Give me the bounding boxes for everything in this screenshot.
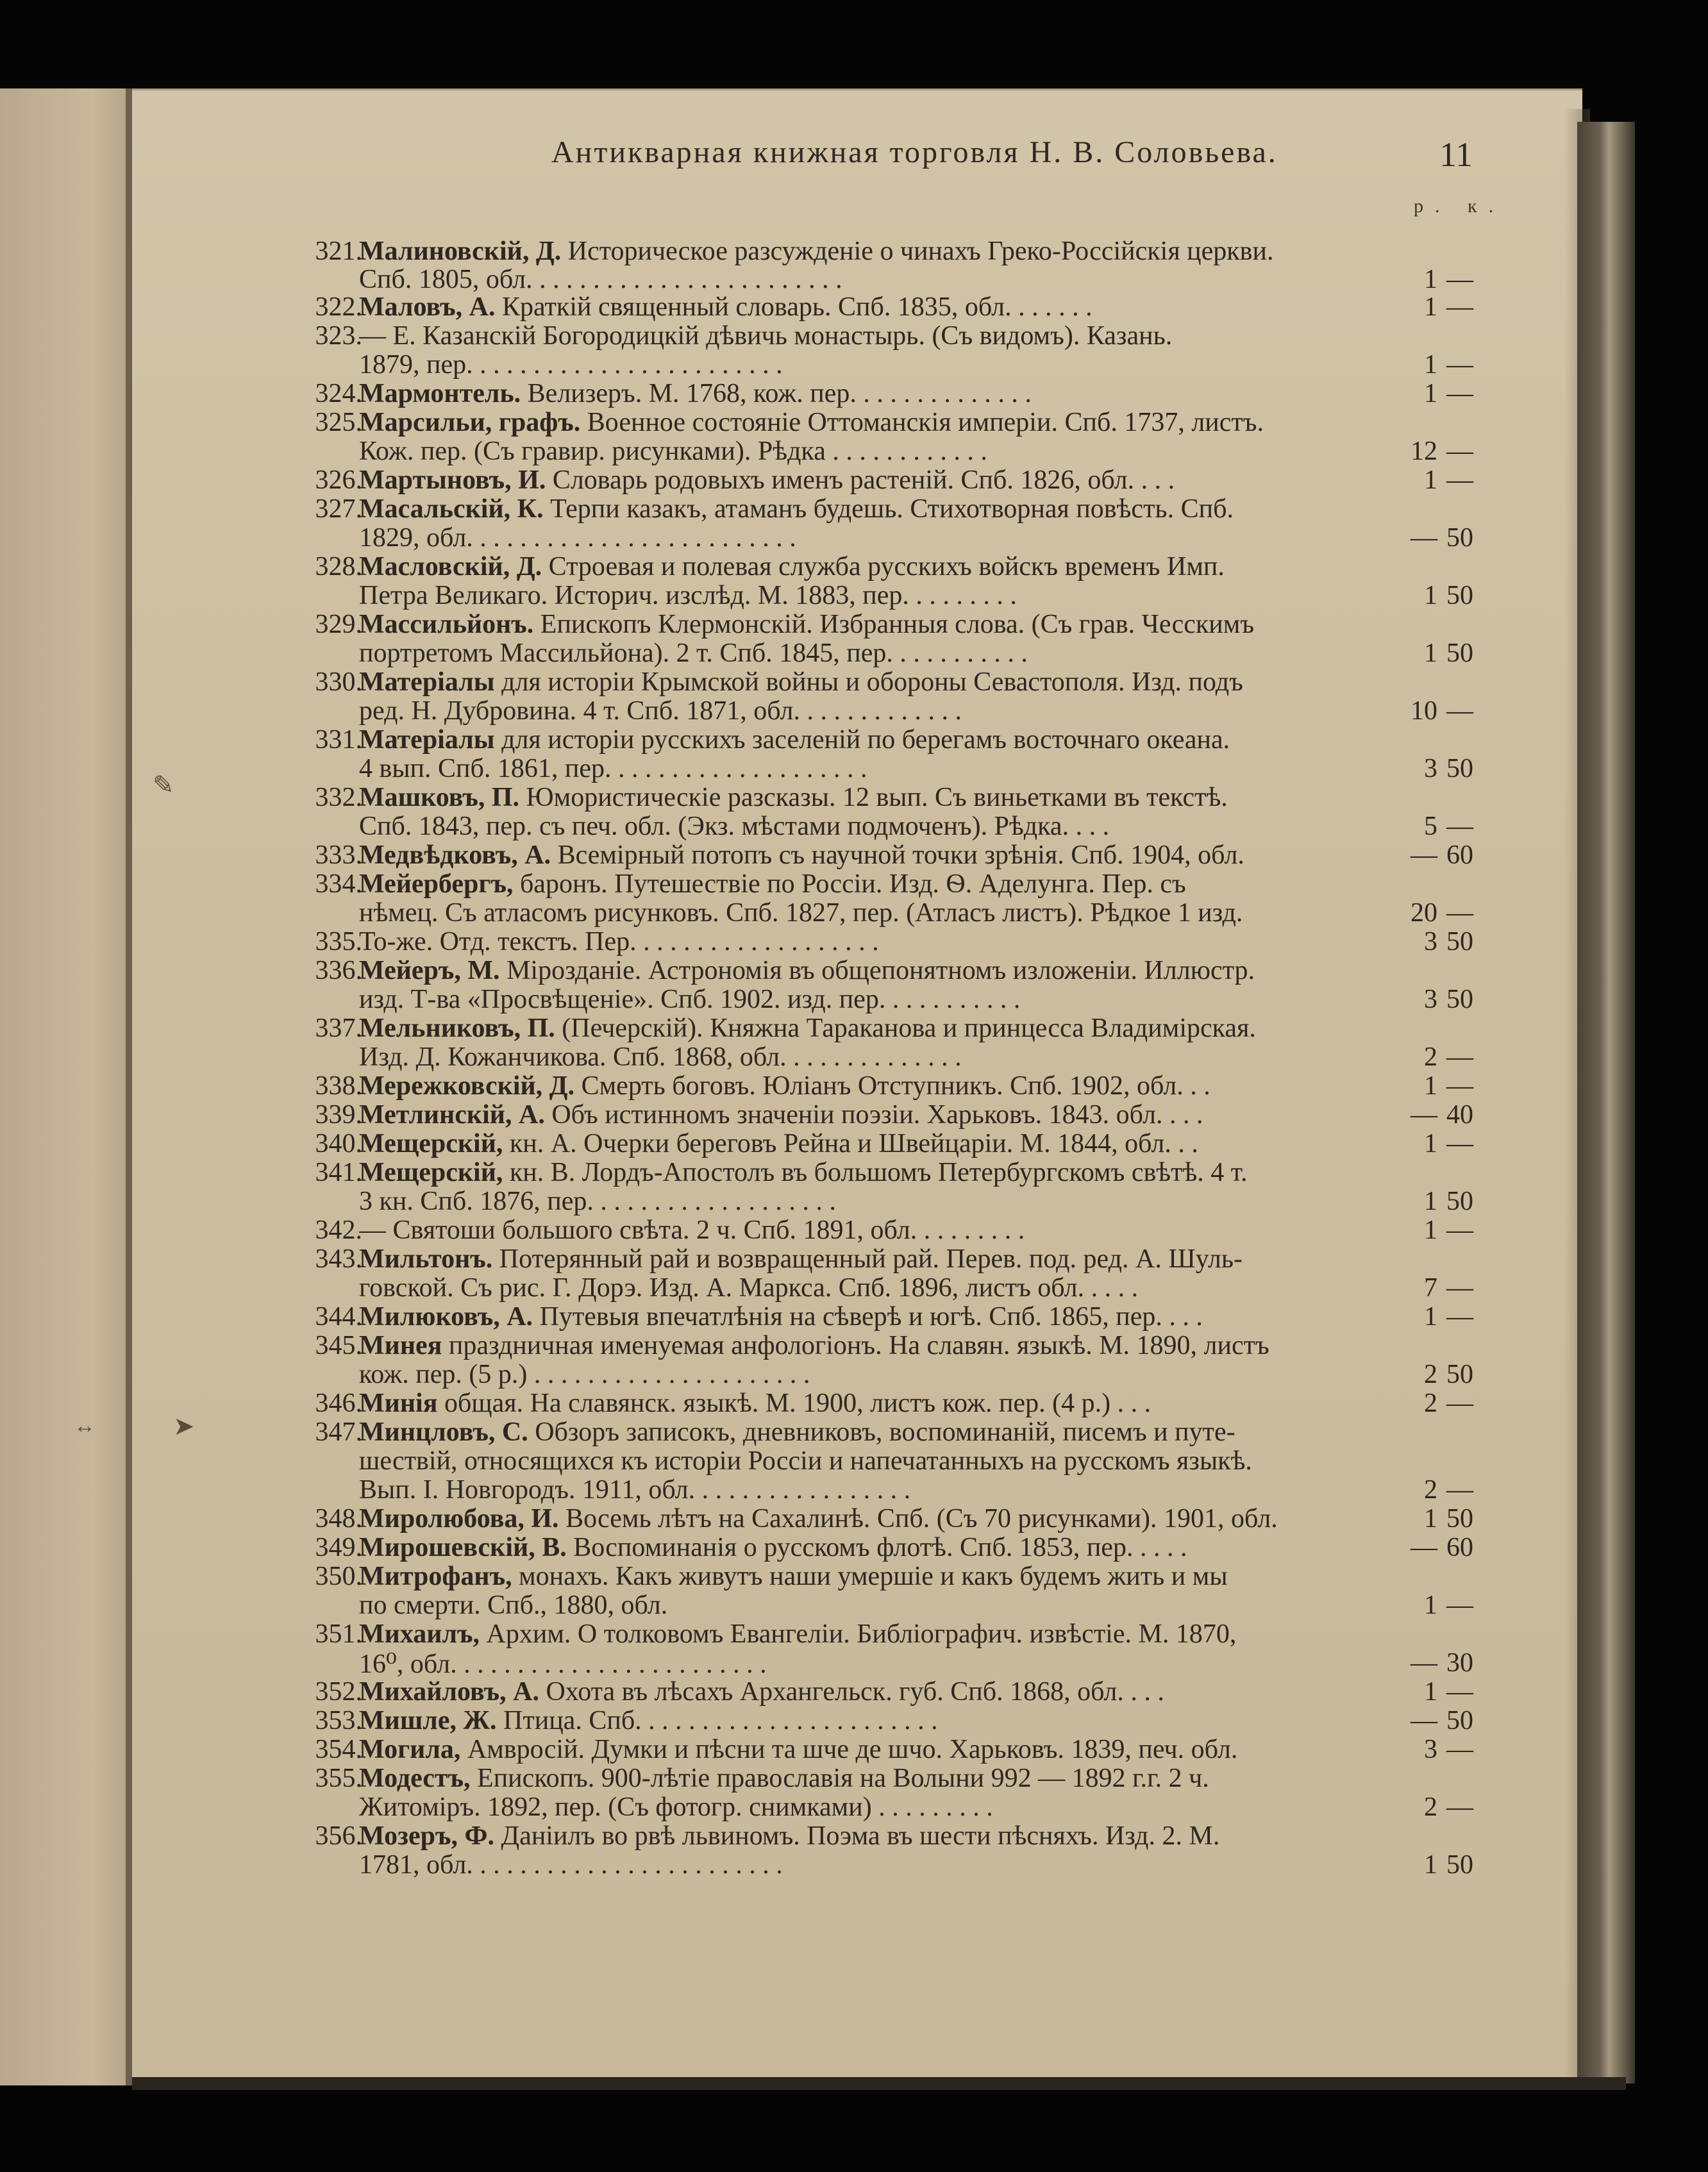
price-kopecks: — <box>1446 1591 1473 1620</box>
entry-author: Мейербергъ, <box>359 869 514 899</box>
entry-price <box>1404 1273 1494 1303</box>
entry-text-line: — Е. Казанскій Богородицкій дѣвичь монастырь. (Съ видомъ). Казань. <box>359 321 1173 351</box>
entry-number: 347. <box>315 1417 362 1447</box>
entry-number: 351. <box>315 1619 362 1649</box>
entry-price <box>1404 1128 1494 1159</box>
page-number: 11 <box>1439 135 1473 174</box>
entry-author: Масальскій, К. <box>359 494 544 524</box>
price-kopecks: — <box>1446 1273 1473 1303</box>
entry-number: 348. <box>315 1504 362 1533</box>
entry-text-line: Мейеръ, М. Мірозданіе. Астрономія въ общепонятномъ изложеніи. Иллюстр. <box>359 956 1255 985</box>
entry-number: 352. <box>315 1677 362 1707</box>
entry-author: Марсильи, графъ. <box>359 408 581 437</box>
entry-number: 341. <box>315 1158 362 1187</box>
price-rubles: — <box>1411 523 1437 553</box>
price-rubles: 1 <box>1424 1129 1437 1158</box>
entry-price <box>1404 1705 1494 1736</box>
entry-price <box>1404 349 1494 380</box>
entry-author: Могила, <box>359 1735 461 1764</box>
price-rubles: 3 <box>1424 754 1437 783</box>
entry-author: Машковъ, П. <box>359 783 519 812</box>
entry-text-line: Житоміръ. 1892, пер. (Съ фотогр. снимками) . . . . . . . . . <box>359 1792 993 1822</box>
entry-text-line: Мартыновъ, И. Словарь родовыхъ именъ растеній. Спб. 1826, обл. . . . <box>359 465 1175 495</box>
price-kopecks: 40 <box>1446 1100 1473 1130</box>
entry-text-line: Массильйонъ. Епископъ Клермонскій. Избранныя слова. (Съ грав. Чесскимъ <box>359 610 1255 639</box>
pencil-mark: ✎ <box>153 771 174 799</box>
entry-text-line: Кож. пер. (Съ гравир. рисунками). Рѣдка . . . . . . . . . . . . <box>359 437 987 466</box>
entry-text-line: Маловъ, А. Краткій священный словарь. Спб. 1835, обл. . . . . . . <box>359 292 1093 322</box>
price-rubles: 1 <box>1424 1504 1437 1533</box>
entry-price <box>1404 1532 1494 1563</box>
entry-price <box>1404 1850 1494 1880</box>
entry-price <box>1404 1734 1494 1765</box>
price-kopecks: 50 <box>1446 1504 1473 1533</box>
entry-author: Метлинскій, А. <box>359 1100 545 1130</box>
entry-number: 340. <box>315 1129 362 1158</box>
entry-number: 355. <box>315 1764 362 1793</box>
entry-author: Мирошевскій, В. <box>359 1533 567 1562</box>
entry-author: Масловскій, Д. <box>359 552 542 581</box>
entry-price <box>1404 840 1494 871</box>
entry-author: Мишле, Ж. <box>359 1706 497 1735</box>
entry-text-line: Изд. Д. Кожанчикова. Спб. 1868, обл. . . . . . . . . . . . . . <box>359 1042 962 1072</box>
entry-number: 350. <box>315 1562 362 1591</box>
price-kopecks: — <box>1446 1677 1473 1707</box>
entry-author: Митрофанъ, <box>359 1562 512 1591</box>
price-rubles: — <box>1411 1533 1437 1562</box>
entry-text-line: по смерти. Спб., 1880, обл. <box>359 1591 668 1620</box>
price-rubles: 1 <box>1424 350 1437 380</box>
entry-price <box>1404 580 1494 611</box>
entry-number: 335. <box>315 927 362 957</box>
entry-author: Мещерскій, <box>359 1158 503 1187</box>
price-rubles: 7 <box>1424 1273 1437 1303</box>
entry-number: 337. <box>315 1014 362 1043</box>
entry-text-line: Минея праздничная именуемая анфологіонъ. На славян. языкѣ. М. 1890, листъ <box>359 1331 1269 1360</box>
entry-price <box>1404 1099 1494 1130</box>
entry-text-line: Могила, Амвросій. Думки и пѣсни та шче де шчо. Харьковъ. 1839, печ. обл. <box>359 1735 1238 1764</box>
price-rubles: — <box>1411 1648 1437 1678</box>
pencil-mark: ↔ <box>74 1414 96 1438</box>
entry-author: Медвѣдковъ, А. <box>359 840 551 870</box>
entry-number: 332. <box>315 783 362 812</box>
entry-author: Мартыновъ, И. <box>359 465 546 495</box>
entry-text-line: Минцловъ, С. Обзоръ записокъ, дневниковъ, воспоминаній, писемъ и путе- <box>359 1417 1235 1447</box>
entry-author: Мильтонъ. <box>359 1244 493 1274</box>
entry-text-line: Мережковскій, Д. Смерть боговъ. Юліанъ Отступникъ. Спб. 1902, обл. . . <box>359 1071 1210 1101</box>
entry-number: 326. <box>315 465 362 495</box>
entry-text-line: Масальскій, К. Терпи казакъ, атаманъ будешь. Стихотворная повѣсть. Спб. <box>359 494 1234 524</box>
price-kopecks: 30 <box>1446 1648 1473 1678</box>
price-kopecks: — <box>1446 350 1473 380</box>
entry-text-line: 1781, обл. . . . . . . . . . . . . . . . . . . . . . . . <box>359 1850 783 1880</box>
price-rubles: 1 <box>1424 1677 1437 1707</box>
entry-price <box>1404 1503 1494 1534</box>
entry-text-line: Матеріалы для исторіи русскихъ заселеній по берегамъ восточнаго океана. <box>359 725 1230 755</box>
price-kopecks: — <box>1446 292 1473 322</box>
entry-price <box>1404 753 1494 784</box>
entry-price <box>1404 1676 1494 1707</box>
entry-text-line: Милюковъ, А. Путевыя впечатлѣнія на сѣверѣ и югѣ. Спб. 1865, пер. . . . <box>359 1302 1203 1332</box>
price-rubles: 1 <box>1424 379 1437 408</box>
entry-number: 333. <box>315 840 362 870</box>
price-kopecks: 50 <box>1446 639 1473 668</box>
price-rubles: 3 <box>1424 1735 1437 1764</box>
entry-number: 342. <box>315 1215 362 1245</box>
entry-text-line: кож. пер. (5 р.) . . . . . . . . . . . . . . . . . . . . . <box>359 1360 810 1389</box>
price-kopecks: — <box>1446 1735 1473 1764</box>
price-kopecks: — <box>1446 1302 1473 1332</box>
entry-number: 330. <box>315 667 362 697</box>
entry-text-line: Модестъ, Епископъ. 900-лѣтіе православія на Волыни 992 — 1892 г.г. 2 ч. <box>359 1764 1209 1793</box>
entry-number: 321. <box>315 237 362 266</box>
entry-text-line: изд. Т-ва «Просвѣщеніе». Спб. 1902. изд. пер. . . . . . . . . . . <box>359 985 1021 1014</box>
entry-number: 324. <box>315 379 362 408</box>
entry-text-line: говской. Съ рис. Г. Дорэ. Изд. А. Маркса. Спб. 1896, листъ обл. . . . . <box>359 1273 1139 1303</box>
price-rubles: 1 <box>1424 292 1437 322</box>
entry-number: 323. <box>315 321 362 351</box>
entry-author: Минея <box>359 1331 442 1360</box>
entry-text-line: 1829, обл. . . . . . . . . . . . . . . . . . . . . . . . . <box>359 523 796 553</box>
entry-text-line: Мельниковъ, П. (Печерскій). Княжна Тараканова и принцесса Владимірская. <box>359 1014 1256 1043</box>
price-kopecks: 60 <box>1446 1533 1473 1562</box>
entry-text-line: Михайловъ, А. Охота въ лѣсахъ Архангельск. губ. Спб. 1868, обл. . . . <box>359 1677 1164 1707</box>
entry-number: 356. <box>315 1821 362 1851</box>
entry-number: 327. <box>315 494 362 524</box>
entry-author: Михайловъ, А. <box>359 1677 539 1707</box>
entry-number: 353. <box>315 1706 362 1735</box>
price-kopecks: 60 <box>1446 840 1473 870</box>
entry-text-line: Петра Великаго. Историч. изслѣд. М. 1883, пер. . . . . . . . . <box>359 581 1017 610</box>
price-kopecks: — <box>1446 1071 1473 1101</box>
running-header: Антикварная книжная торговля Н. В. Соловьева. <box>551 135 1278 169</box>
entry-text-line: Спб. 1843, пер. съ печ. обл. (Экз. мѣстами подмоченъ). Рѣдка. . . . <box>359 812 1110 841</box>
entry-number: 331. <box>315 725 362 755</box>
price-rubles: 2 <box>1424 1360 1437 1389</box>
price-rubles: — <box>1411 1706 1437 1735</box>
entry-text-line: портретомъ Массильйона). 2 т. Спб. 1845, пер. . . . . . . . . . . <box>359 639 1028 668</box>
entry-price <box>1404 1388 1494 1419</box>
entry-text-line: Метлинскій, А. Объ истинномъ значеніи поэзіи. Харьковъ. 1843. обл. . . . <box>359 1100 1203 1130</box>
price-kopecks: 50 <box>1446 927 1473 957</box>
entry-author: Мережковскій, Д. <box>359 1071 575 1101</box>
price-rubles: 2 <box>1424 1389 1437 1418</box>
entry-author: Малиновскій, Д. <box>359 237 562 266</box>
entry-price <box>1404 1648 1494 1678</box>
price-kopecks: — <box>1446 1129 1473 1158</box>
entry-text-line: Мармонтель. Велизеръ. М. 1768, кож. пер. . . . . . . . . . . . . . <box>359 379 1032 408</box>
entry-author: Милюковъ, А. <box>359 1302 533 1332</box>
entry-price <box>1404 378 1494 409</box>
entry-text-line: 1879, пер. . . . . . . . . . . . . . . . . . . . . . . . <box>359 350 783 380</box>
entry-text-line: 16⁰, обл. . . . . . . . . . . . . . . . . . . . . . . . <box>359 1650 767 1679</box>
entry-author: Мейеръ, М. <box>359 956 500 985</box>
entry-text-line: Марсильи, графъ. Военное состояніе Оттоманскія имперіи. Спб. 1737, листъ. <box>359 408 1264 437</box>
entry-text-line: Минія общая. На славянск. языкѣ. М. 1900, листъ кож. пер. (4 р.) . . . <box>359 1389 1151 1418</box>
entry-author: Массильйонъ. <box>359 610 534 639</box>
entry-text-line: То-же. Отд. текстъ. Пер. . . . . . . . . . . . . . . . . . . <box>359 927 879 957</box>
entry-number: 346. <box>315 1389 362 1418</box>
entry-text-line: Мещерскій, кн. А. Очерки береговъ Рейна и Швейцаріи. М. 1844, обл. . . <box>359 1129 1198 1158</box>
price-kopecks: 50 <box>1446 1850 1473 1880</box>
entry-price <box>1404 1301 1494 1332</box>
price-rubles: 2 <box>1424 1475 1437 1505</box>
entry-number: 334. <box>315 869 362 899</box>
entry-text-line: — Святоши большого свѣта. 2 ч. Спб. 1891, обл. . . . . . . . . <box>359 1215 1025 1245</box>
entry-price <box>1404 1186 1494 1217</box>
entry-text-line: Митрофанъ, монахъ. Какъ живутъ наши умершіе и какъ будемъ жить и мы <box>359 1562 1228 1591</box>
entry-text-line: шествій, относящихся къ исторіи Россіи и напечатанныхъ на русскомъ языкѣ. <box>359 1446 1252 1476</box>
entry-price <box>1404 1792 1494 1823</box>
price-rubles: — <box>1411 840 1437 870</box>
price-rubles: 1 <box>1424 1302 1437 1332</box>
entry-price <box>1404 264 1494 295</box>
entry-price <box>1404 1359 1494 1390</box>
price-rubles: 1 <box>1424 1071 1437 1101</box>
entry-text-line: Малиновскій, Д. Историческое разсужденіе о чинахъ Греко-Россійскія церкви. <box>359 237 1274 266</box>
entry-text-line: Мильтонъ. Потерянный рай и возвращенный рай. Перев. под. ред. А. Шуль- <box>359 1244 1243 1274</box>
price-rubles: 1 <box>1424 1215 1437 1245</box>
price-kopecks: — <box>1446 1792 1473 1822</box>
price-rubles: 1 <box>1424 265 1437 294</box>
entry-author: Матеріалы <box>359 725 495 755</box>
price-kopecks: 50 <box>1446 985 1473 1014</box>
price-rubles: 10 <box>1411 696 1437 726</box>
entry-number: 349. <box>315 1533 362 1562</box>
entry-text-line: Мозеръ, Ф. Даніилъ во рвѣ львиномъ. Поэма въ шести пѣсняхъ. Изд. 2. М. <box>359 1821 1220 1851</box>
entry-number: 322. <box>315 292 362 322</box>
price-kopecks: — <box>1446 1215 1473 1245</box>
entry-number: 345. <box>315 1331 362 1360</box>
pencil-mark: ➤ <box>173 1412 195 1441</box>
price-rubles: 12 <box>1411 437 1437 466</box>
entry-author: Минцловъ, С. <box>359 1417 528 1447</box>
entry-text-line: Машковъ, П. Юмористическіе разсказы. 12 вып. Съ виньетками въ текстѣ. <box>359 783 1228 812</box>
entry-number: 354. <box>315 1735 362 1764</box>
price-kopecks: — <box>1446 1475 1473 1505</box>
price-kopecks: — <box>1446 696 1473 726</box>
entry-number: 338. <box>315 1071 362 1101</box>
price-kopecks: 50 <box>1446 581 1473 610</box>
entry-text-line: нѣмец. Съ атласомъ рисунковъ. Спб. 1827, пер. (Атласъ листъ). Рѣдкое 1 изд. <box>359 898 1243 928</box>
entry-price <box>1404 436 1494 467</box>
entry-number: 329. <box>315 610 362 639</box>
entry-text-line: Мишле, Ж. Птица. Спб. . . . . . . . . . . . . . . . . . . . . . . <box>359 1706 938 1735</box>
entry-price <box>1404 638 1494 669</box>
price-rubles: 20 <box>1411 898 1437 928</box>
entry-author: Миролюбова, И. <box>359 1504 559 1533</box>
price-kopecks: 50 <box>1446 523 1473 553</box>
price-rubles: — <box>1411 1100 1437 1130</box>
price-kopecks: 50 <box>1446 1706 1473 1735</box>
entry-text-line: Мещерскій, кн. В. Лордъ-Апостолъ въ большомъ Петербургскомъ свѣтѣ. 4 т. <box>359 1158 1248 1187</box>
price-kopecks: 50 <box>1446 754 1473 783</box>
entry-text-line: ред. Н. Дубровина. 4 т. Спб. 1871, обл. . . . . . . . . . . . . <box>359 696 962 726</box>
entry-number: 328. <box>315 552 362 581</box>
entry-price <box>1404 926 1494 957</box>
entry-price <box>1404 1042 1494 1073</box>
entry-text-line: Спб. 1805, обл. . . . . . . . . . . . . . . . . . . . . . . . <box>359 265 842 294</box>
entry-price <box>1404 1215 1494 1246</box>
entry-text-line: Миролюбова, И. Восемь лѣтъ на Сахалинѣ. Спб. (Съ 70 рисунками). 1901, обл. <box>359 1504 1278 1533</box>
entry-text-line: 4 вып. Спб. 1861, пер. . . . . . . . . . . . . . . . . . . . <box>359 754 867 783</box>
price-rubles: 1 <box>1424 581 1437 610</box>
entry-price <box>1404 811 1494 842</box>
entry-author: Мозеръ, Ф. <box>359 1821 495 1851</box>
entry-author: Маловъ, А. <box>359 292 496 322</box>
entry-text-line: Медвѣдковъ, А. Всемірный потопъ съ научной точки зрѣнія. Спб. 1904, обл. <box>359 840 1244 870</box>
price-rubles: 1 <box>1424 639 1437 668</box>
entry-price <box>1404 696 1494 726</box>
entry-number: 343. <box>315 1244 362 1274</box>
price-rubles: 2 <box>1424 1792 1437 1822</box>
entry-price <box>1404 1071 1494 1101</box>
entry-text-line: Михаилъ, Архим. О толковомъ Евангеліи. Библіографич. извѣстіе. М. 1870, <box>359 1619 1237 1649</box>
price-rubles: 1 <box>1424 1850 1437 1880</box>
price-rubles: 1 <box>1424 1591 1437 1620</box>
entry-text-line: Мирошевскій, В. Воспоминанія о русскомъ флотѣ. Спб. 1853, пер. . . . . <box>359 1533 1187 1562</box>
price-rubles: 5 <box>1424 812 1437 841</box>
entry-price <box>1404 984 1494 1015</box>
entry-text-line: Мейербергъ, баронъ. Путешествіе по Россіи. Изд. Ѳ. Аделунга. Пер. съ <box>359 869 1186 899</box>
entry-author: Мармонтель. <box>359 379 521 408</box>
entry-price <box>1404 1474 1494 1505</box>
entry-text-line: Масловскій, Д. Строевая и полевая служба русскихъ войскъ временъ Имп. <box>359 552 1225 581</box>
price-kopecks: — <box>1446 1042 1473 1072</box>
price-kopecks: — <box>1446 898 1473 928</box>
price-rubles: 3 <box>1424 985 1437 1014</box>
price-kopecks: — <box>1446 265 1473 294</box>
entry-text-line: Вып. I. Новгородъ. 1911, обл. . . . . . . . . . . . . . . . . <box>359 1475 911 1505</box>
entry-author: Минія <box>359 1389 438 1418</box>
entry-price <box>1404 898 1494 928</box>
price-kopecks: — <box>1446 379 1473 408</box>
price-kopecks: — <box>1446 465 1473 495</box>
entry-price <box>1404 292 1494 322</box>
price-kopecks: — <box>1446 437 1473 466</box>
entry-number: 325. <box>315 408 362 437</box>
entry-text-line: Матеріалы для исторіи Крымской войны и обороны Севастополя. Изд. подъ <box>359 667 1243 697</box>
entry-author: Мещерскій, <box>359 1129 503 1158</box>
price-rubles: 1 <box>1424 465 1437 495</box>
entry-author: Мельниковъ, П. <box>359 1014 555 1043</box>
entry-author: Михаилъ, <box>359 1619 480 1649</box>
entry-price <box>1404 522 1494 553</box>
entry-author: Матеріалы <box>359 667 495 697</box>
price-rubles: 2 <box>1424 1042 1437 1072</box>
entry-number: 336. <box>315 956 362 985</box>
entry-price <box>1404 465 1494 496</box>
entry-price <box>1404 1590 1494 1621</box>
price-rubles: 1 <box>1424 1187 1437 1216</box>
price-kopecks: 50 <box>1446 1187 1473 1216</box>
price-kopecks: — <box>1446 1389 1473 1418</box>
entry-number: 339. <box>315 1100 362 1130</box>
price-column-header: р. к. <box>1414 196 1505 217</box>
price-kopecks: 50 <box>1446 1360 1473 1389</box>
price-rubles: 3 <box>1424 927 1437 957</box>
price-kopecks: — <box>1446 812 1473 841</box>
entry-text-line: 3 кн. Спб. 1876, пер. . . . . . . . . . . . . . . . . . . <box>359 1187 836 1216</box>
entry-number: 344. <box>315 1302 362 1332</box>
entry-author: Модестъ, <box>359 1764 471 1793</box>
